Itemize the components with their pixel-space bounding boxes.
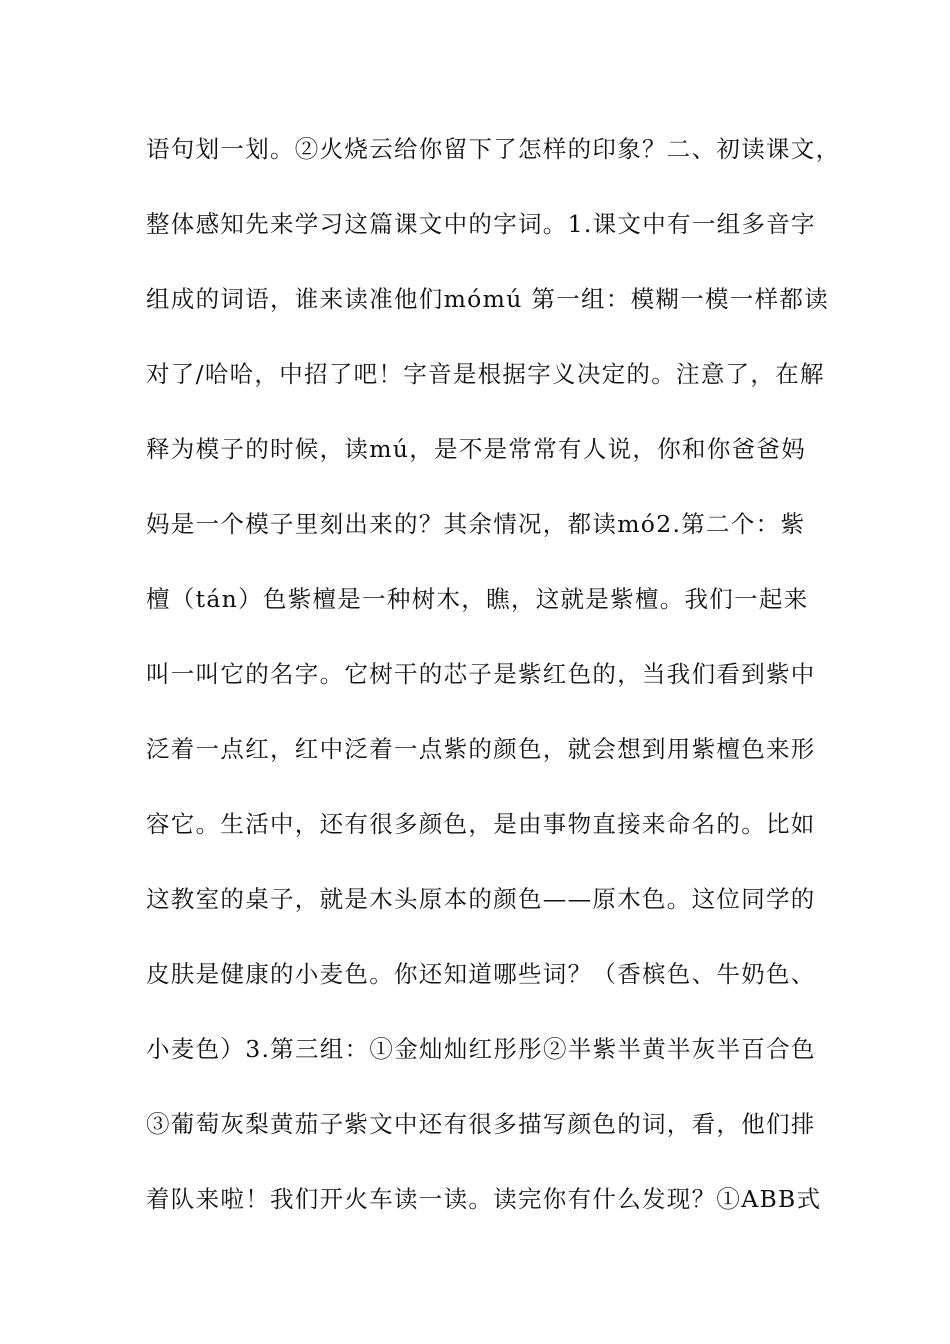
body-text (146, 130, 841, 1255)
text-line: 对了/哈哈，中招了吧！字音是根据字义决定的。注意了，在解 (146, 360, 825, 388)
text-line: 皮肤是健康的小麦色。你还知道哪些词？（香槟色、牛奶色、 (146, 960, 816, 988)
text-line: 整体感知先来学习这篇课文中的字词。1.课文中有一组多音字 (146, 210, 816, 238)
text-line: 组成的词语，谁来读准他们mómú 第一组：模糊一模一样都读 (146, 285, 830, 313)
text-line: ③葡萄灰梨黄茄子紫文中还有很多描写颜色的词，看，他们排 (146, 1110, 816, 1138)
text-line: 泛着一点红，红中泛着一点紫的颜色，就会想到用紫檀色来形 (146, 735, 816, 763)
text-line: 妈是一个模子里刻出来的？其余情况，都读mó2.第二个：紫 (146, 510, 806, 538)
text-line: 语句划一划。②火烧云给你留下了怎样的印象？二、初读课文， (146, 135, 841, 163)
text-line: 容它。生活中，还有很多颜色，是由事物直接来命名的。比如 (146, 810, 816, 838)
text-line: 这教室的桌子，就是木头原本的颜色——原木色。这位同学的 (146, 885, 816, 913)
text-line: 小麦色）3.第三组：①金灿灿红彤彤②半紫半黄半灰半百合色 (146, 1035, 816, 1063)
text-line: 着队来啦！我们开火车读一读。读完你有什么发现？①ABB式 (146, 1185, 822, 1213)
text-line: 叫一叫它的名字。它树干的芯子是紫红色的，当我们看到紫中 (146, 660, 816, 688)
text-line: 檀（tán）色紫檀是一种树木，瞧，这就是紫檀。我们一起来 (146, 585, 809, 613)
text-line: 释为模子的时候，读mú，是不是常常有人说，你和你爸爸妈 (146, 435, 807, 463)
